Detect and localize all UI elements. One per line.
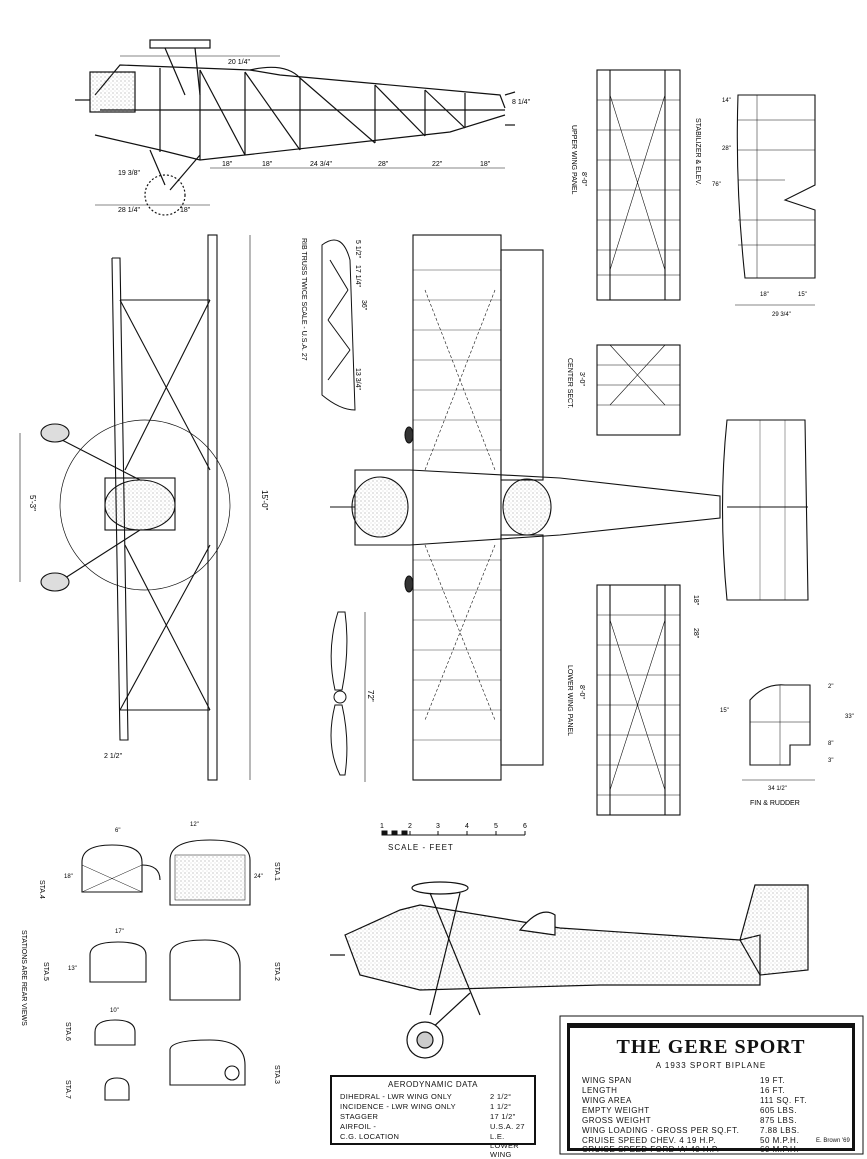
dim-gear-height: 19 3/8" [118, 170, 140, 177]
dim-lw-18: 18" [692, 595, 699, 606]
aero-row [340, 1112, 530, 1121]
dim-rib-c: 13 3/4" [354, 368, 361, 390]
artist-signature: E. Brown '69 [816, 1138, 850, 1144]
dim-fin-33: 33" [845, 714, 854, 720]
spec-row [582, 1106, 844, 1116]
dim-gear-b: 18" [180, 207, 191, 214]
dim-prop: 72" [366, 690, 375, 702]
aero-row [340, 1102, 530, 1111]
spec-label: EMPTY WEIGHT [582, 1106, 650, 1115]
aero-row [340, 1122, 530, 1131]
upper-wing-panel-drawing [597, 70, 680, 300]
stabilizer-drawing [735, 95, 815, 305]
spec-label: GROSS WEIGHT [582, 1116, 652, 1125]
dim-gear: 2 1/2" [104, 753, 123, 760]
center-sect-label: CENTER SECT. [566, 358, 573, 409]
aerodynamic-data-box [330, 1075, 536, 1159]
dim-stab-76: 76" [712, 182, 721, 188]
spec-row [582, 1086, 844, 1096]
spec-value: 111 SQ. FT. [760, 1096, 807, 1105]
dim-tread: 5'-3" [28, 495, 37, 511]
spec-value: 7.88 LBS. [760, 1126, 800, 1135]
aero-value: 17 1/2" [490, 1112, 516, 1121]
dim-sta-g: 10" [110, 1008, 119, 1014]
front-view-structure [20, 235, 250, 780]
spec-row [582, 1096, 844, 1106]
spec-label: CRUISE SPEED CHEV. 4 19 H.P. [582, 1136, 717, 1145]
dim-gear-a: 28 1/4" [118, 207, 140, 214]
lower-wing-panel-label: LOWER WING PANEL [566, 665, 573, 737]
upper-wing-panel-label: UPPER WING PANEL [570, 125, 577, 195]
title-block [567, 1023, 855, 1154]
dim-sta-c: 18" [64, 874, 73, 880]
dim-fin-8: 8" [828, 741, 834, 747]
stations-note: STATIONS ARE REAR VIEWS [20, 930, 27, 1026]
stabilizer-label: STABILIZER & ELEV. [694, 118, 701, 186]
dim-center: 3'-0" [578, 372, 585, 386]
dim-stab-28: 28" [722, 146, 731, 152]
sta3-label: STA.3 [273, 1065, 280, 1084]
sta2-label: STA.2 [273, 962, 280, 981]
scale-tick-5: 5 [494, 823, 498, 830]
dim-sta-a: 6" [115, 828, 121, 834]
drawing-title: THE GERE SPORT [616, 1036, 806, 1058]
dim-bay-5: 22" [432, 161, 443, 168]
dim-fin-2: 2" [828, 684, 834, 690]
station-sections [82, 840, 250, 1100]
aerodynamic-title: AERODYNAMIC DATA [388, 1080, 478, 1089]
dim-bay-2: 18" [262, 161, 273, 168]
spec-row [582, 1076, 844, 1086]
sta5-label: STA.5 [42, 962, 49, 981]
fin-rudder-label: FIN & RUDDER [750, 800, 800, 807]
dim-side-tail: 8 1/4" [512, 99, 531, 106]
dim-stab-14: 14" [722, 98, 731, 104]
dim-bay-1: 18" [222, 161, 233, 168]
dim-stab-29: 29 3/4" [772, 312, 791, 318]
side-view-structure [75, 40, 515, 215]
sta6-label: STA.6 [64, 1022, 71, 1041]
spec-row [582, 1145, 844, 1155]
spec-label: WING AREA [582, 1096, 632, 1105]
dim-bay-4: 28" [378, 161, 389, 168]
aero-label: INCIDENCE - LWR WING ONLY [340, 1102, 456, 1111]
aero-label: STAGGER [340, 1112, 379, 1121]
sta4-label: STA.4 [38, 880, 45, 899]
aero-value: L.E. LOWER WING [490, 1132, 520, 1159]
spec-value: 605 LBS. [760, 1106, 797, 1115]
spec-value: 16 FT. [760, 1086, 786, 1095]
aero-label: C.G. LOCATION [340, 1132, 400, 1141]
sta7-label: STA.7 [64, 1080, 71, 1099]
dim-rib-a: 5 1/2" [354, 240, 361, 259]
dim-fin-34: 34 1/2" [768, 786, 787, 792]
aero-value: 2 1/2° [490, 1092, 512, 1101]
spec-label: WING SPAN [582, 1076, 632, 1085]
dim-sta-f: 13" [68, 966, 77, 972]
aero-value: 1 1/2° [490, 1102, 512, 1111]
spec-value: 50 M.P.H. [760, 1136, 800, 1145]
aero-label: DIHEDRAL - LWR WING ONLY [340, 1092, 453, 1101]
dim-stab-15: 15" [798, 292, 807, 298]
spec-row [582, 1116, 844, 1126]
propeller-drawing [331, 612, 365, 782]
spec-label: CRUISE SPEED FORD 'A' 40 H.P. [582, 1145, 720, 1154]
drawing-subtitle: A 1933 SPORT BIPLANE [655, 1061, 767, 1070]
scale-tick-6: 6 [523, 823, 527, 830]
dim-sta-d: 24" [254, 874, 263, 880]
dim-lw-28: 28" [692, 628, 699, 639]
rib-truss-structure [322, 240, 355, 410]
dim-upper-panel: 8'-0" [580, 172, 587, 186]
dim-lower-panel: 8'-0" [578, 685, 585, 699]
aero-row [340, 1092, 530, 1101]
spec-label: LENGTH [582, 1086, 618, 1095]
scale-label: SCALE - FEET [388, 843, 454, 852]
spec-value: 19 FT. [760, 1076, 786, 1085]
spec-row [582, 1126, 844, 1136]
lower-wing-panel-drawing [597, 585, 680, 815]
aero-value: U.S.A. 27 [490, 1122, 525, 1131]
scale-tick-2: 2 [408, 823, 412, 830]
center-section-drawing [597, 345, 680, 435]
dim-bay-3: 24 3/4" [310, 161, 332, 168]
dim-stab-18: 18" [760, 292, 769, 298]
dim-rib-b: 36" [360, 300, 367, 311]
scale-tick-3: 3 [436, 823, 440, 830]
dim-span-front: 15'-0" [260, 490, 269, 511]
sta1-label: STA.1 [273, 862, 280, 881]
dim-sta-b: 12" [190, 822, 199, 828]
dim-fin-15: 15" [720, 708, 729, 714]
scale-tick-1: 1 [380, 823, 384, 830]
spec-label: WING LOADING - GROSS PER SQ.FT. [582, 1126, 740, 1135]
aero-row [340, 1132, 530, 1159]
fin-rudder-drawing [742, 685, 815, 780]
dim-sta-e: 17" [115, 929, 124, 935]
spec-value: 875 LBS. [760, 1116, 797, 1125]
scale-tick-4: 4 [465, 823, 469, 830]
spec-value: 60 M.P.H. [760, 1145, 800, 1154]
dim-bay-6: 18" [480, 161, 491, 168]
aero-label: AIRFOIL - [340, 1122, 377, 1131]
rib-truss-label: RIB TRUSS TWICE SCALE - U.S.A. 27 [300, 238, 307, 361]
scale-bar [382, 831, 525, 835]
dim-side-top: 20 1/4" [228, 59, 250, 66]
dim-fin-3: 3" [828, 758, 834, 764]
dim-rib-d: 17 1/4" [354, 265, 361, 287]
